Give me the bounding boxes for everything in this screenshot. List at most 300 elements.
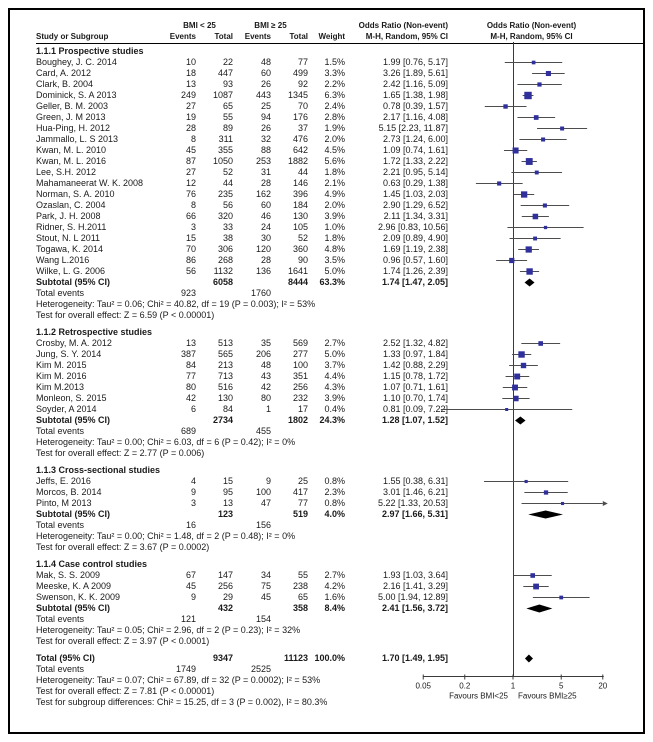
favours-right-label: Favours BMI≥25 xyxy=(518,691,577,701)
study-name: Stout, N. L 2011 xyxy=(36,233,101,243)
events-bmi-ge25: 25 xyxy=(260,101,271,111)
table-row xyxy=(10,244,643,255)
or-ci-text: 1.65 [1.38, 1.98] xyxy=(382,90,448,100)
table-row xyxy=(10,349,643,360)
study-name: Park, J. H. 2008 xyxy=(36,211,101,221)
events-bmi-lt25: 8 xyxy=(190,134,196,144)
events-bmi-ge25: 26 xyxy=(260,123,271,133)
table-row xyxy=(10,664,643,675)
table-row xyxy=(10,520,643,531)
events-bmi-lt25: 45 xyxy=(185,145,196,155)
events-bmi-ge25: 28 xyxy=(260,178,271,188)
or-ci-text: 2.21 [0.95, 5.14] xyxy=(382,167,448,177)
events-bmi-lt25: 42 xyxy=(185,393,196,403)
blank xyxy=(166,603,196,614)
weight: 1.9% xyxy=(324,123,345,133)
total-bmi-lt25: 6058 xyxy=(212,277,233,287)
col-events-lt25: Events xyxy=(169,32,196,41)
study-name: Dominick, S. A 2013 xyxy=(36,90,117,100)
or-ci-text: 2.52 [1.32, 4.82] xyxy=(382,338,448,348)
overall-effect-text: Test for overall effect: Z = 3.97 (P < 0.0001) xyxy=(36,636,210,646)
events-bmi-lt25: 13 xyxy=(185,338,196,348)
total-bmi-ge25: 130 xyxy=(292,211,308,221)
weight: 1.8% xyxy=(324,233,345,243)
total-bmi-ge25: 1641 xyxy=(287,266,308,276)
total-bmi-lt25: 713 xyxy=(217,371,233,381)
pooled-label: Subtotal (95% CI) xyxy=(36,415,111,425)
events-bmi-ge25: 31 xyxy=(260,167,271,177)
or-ci-text: 1.42 [0.88, 2.29] xyxy=(382,360,448,370)
overall-effect-text: Test for overall effect: Z = 6.59 (P < 0.00001) xyxy=(36,310,215,320)
or-ci-text: 1.70 [1.49, 1.95] xyxy=(381,653,448,663)
events-bmi-lt25: 12 xyxy=(185,178,196,188)
total-bmi-lt25: 1050 xyxy=(212,156,233,166)
table-row xyxy=(10,487,643,498)
total-bmi-ge25: 176 xyxy=(292,112,308,122)
events-bmi-lt25: 19 xyxy=(185,112,196,122)
total-bmi-ge25: 358 xyxy=(292,603,308,613)
events-bmi-ge25: 253 xyxy=(255,156,271,166)
events-bmi-lt25: 27 xyxy=(185,101,196,111)
study-name: Ozaslan, C. 2004 xyxy=(36,200,106,210)
blank xyxy=(166,277,196,288)
total-bmi-lt25: 55 xyxy=(222,112,233,122)
total-bmi-lt25: 355 xyxy=(217,145,233,155)
total-events-lt25: 121 xyxy=(180,614,196,624)
table-row xyxy=(10,101,643,112)
table-row xyxy=(10,266,643,277)
weight: 0.8% xyxy=(324,498,345,508)
events-bmi-ge25: 24 xyxy=(260,222,271,232)
weight: 4.9% xyxy=(324,189,345,199)
heterogeneity-text: Heterogeneity: Tau² = 0.00; Chi² = 1.48, df = 2 (P = 0.48); I² = 0% xyxy=(36,531,296,541)
or-ci-text: 1.99 [0.76, 5.17] xyxy=(382,57,448,67)
total-events-lt25: 923 xyxy=(180,288,196,298)
total-bmi-ge25: 569 xyxy=(292,338,308,348)
total-bmi-lt25: 56 xyxy=(222,200,233,210)
weight: 5.0% xyxy=(324,266,345,276)
events-bmi-lt25: 76 xyxy=(185,189,196,199)
weight: 5.0% xyxy=(324,349,345,359)
table-row xyxy=(10,559,643,570)
events-bmi-ge25: 45 xyxy=(260,592,271,602)
weight: 1.5% xyxy=(324,57,345,67)
table-row xyxy=(10,697,643,708)
table-row xyxy=(10,68,643,79)
events-bmi-ge25: 26 xyxy=(260,79,271,89)
total-events-ge25: 1760 xyxy=(250,288,271,298)
col-total-ge25: Total xyxy=(289,32,308,41)
blank xyxy=(196,614,233,625)
or-ci-text: 2.96 [0.83, 10.56] xyxy=(377,222,448,232)
weight: 3.5% xyxy=(324,255,345,265)
weight: 100.0% xyxy=(314,653,345,663)
events-bmi-lt25: 387 xyxy=(180,349,196,359)
plot-or-method: M-H, Random, 95% CI xyxy=(490,32,573,41)
table-row xyxy=(10,448,643,459)
pooled-label: Total (95% CI) xyxy=(36,653,95,663)
table-row xyxy=(10,189,643,200)
weight: 4.8% xyxy=(324,244,345,254)
or-ci-text: 0.78 [0.39, 1.57] xyxy=(382,101,448,111)
events-bmi-lt25: 3 xyxy=(190,498,196,508)
events-bmi-lt25: 15 xyxy=(185,233,196,243)
table-row xyxy=(10,338,643,349)
total-bmi-ge25: 499 xyxy=(292,68,308,78)
table-row xyxy=(10,675,643,686)
total-events-label: Total events xyxy=(36,664,85,674)
events-bmi-ge25: 100 xyxy=(255,487,271,497)
blank xyxy=(233,415,271,426)
study-name: Geller, B. M. 2003 xyxy=(36,101,109,111)
table-row xyxy=(10,426,643,437)
col-or-method: M-H, Random, 95% CI xyxy=(365,32,448,41)
weight: 3.9% xyxy=(324,211,345,221)
weight: 3.9% xyxy=(324,393,345,403)
total-bmi-lt25: 306 xyxy=(217,244,233,254)
table-row xyxy=(10,46,643,57)
events-bmi-ge25: 42 xyxy=(260,382,271,392)
total-bmi-ge25: 77 xyxy=(297,57,308,67)
total-bmi-ge25: 256 xyxy=(292,382,308,392)
total-bmi-ge25: 417 xyxy=(292,487,308,497)
plot-odds-ratio-title: Odds Ratio (Non-event) xyxy=(486,21,577,30)
blank xyxy=(196,288,233,299)
events-bmi-ge25: 80 xyxy=(260,393,271,403)
total-bmi-lt25: 256 xyxy=(217,581,233,591)
total-bmi-ge25: 184 xyxy=(292,200,308,210)
events-bmi-ge25: 35 xyxy=(260,338,271,348)
total-bmi-lt25: 93 xyxy=(222,79,233,89)
or-ci-text: 2.09 [0.89, 4.90] xyxy=(382,233,448,243)
total-events-label: Total events xyxy=(36,288,85,298)
events-bmi-ge25: 28 xyxy=(260,255,271,265)
weight: 2.1% xyxy=(324,178,345,188)
weight: 1.0% xyxy=(324,222,345,232)
events-bmi-lt25: 86 xyxy=(185,255,196,265)
events-bmi-lt25: 87 xyxy=(185,156,196,166)
weight: 2.3% xyxy=(324,487,345,497)
table-row xyxy=(10,310,643,321)
total-bmi-lt25: 95 xyxy=(222,487,233,497)
or-ci-text: 5.15 [2.23, 11.87] xyxy=(378,123,448,133)
events-bmi-ge25: 94 xyxy=(260,112,271,122)
or-ci-text: 1.10 [0.70, 1.74] xyxy=(382,393,448,403)
table-row xyxy=(10,167,643,178)
total-bmi-ge25: 52 xyxy=(297,233,308,243)
table-row xyxy=(10,636,643,647)
table-row xyxy=(10,178,643,189)
total-bmi-ge25: 44 xyxy=(297,167,308,177)
table-row xyxy=(10,222,643,233)
table-row xyxy=(10,581,643,592)
total-bmi-lt25: 130 xyxy=(217,393,233,403)
weight: 24.3% xyxy=(319,415,345,425)
study-name: Crosby, M. A. 2012 xyxy=(36,338,112,348)
total-bmi-lt25: 432 xyxy=(217,603,233,613)
total-bmi-lt25: 65 xyxy=(222,101,233,111)
total-bmi-ge25: 90 xyxy=(297,255,308,265)
or-ci-text: 1.09 [0.74, 1.61] xyxy=(382,145,448,155)
col-study-or-subgroup: Study or Subgroup xyxy=(36,32,109,41)
total-bmi-lt25: 89 xyxy=(222,123,233,133)
blank xyxy=(233,509,271,520)
total-bmi-ge25: 351 xyxy=(292,371,308,381)
total-bmi-ge25: 77 xyxy=(297,498,308,508)
total-bmi-ge25: 25 xyxy=(297,476,308,486)
total-bmi-lt25: 565 xyxy=(217,349,233,359)
events-bmi-ge25: 34 xyxy=(260,570,271,580)
weight: 4.3% xyxy=(324,382,345,392)
events-bmi-ge25: 43 xyxy=(260,371,271,381)
total-events-ge25: 455 xyxy=(255,426,271,436)
table-row xyxy=(10,90,643,101)
total-bmi-lt25: 29 xyxy=(222,592,233,602)
study-name: Swenson, K. K. 2009 xyxy=(36,592,121,602)
table-row xyxy=(10,112,643,123)
study-name: Wang L.2016 xyxy=(36,255,90,265)
axis-tick-label: 0.2 xyxy=(459,681,471,691)
or-ci-text: 2.41 [1.56, 3.72] xyxy=(381,603,448,613)
table-row xyxy=(10,498,643,509)
section-title: 1.1.2 Retrospective studies xyxy=(36,327,153,337)
blank xyxy=(233,277,271,288)
weight: 1.6% xyxy=(324,592,345,602)
col-group-bmi-ge25: BMI ≥ 25 xyxy=(254,21,287,30)
events-bmi-lt25: 67 xyxy=(185,570,196,580)
plot-frame xyxy=(8,8,645,734)
events-bmi-ge25: 47 xyxy=(260,498,271,508)
table-row xyxy=(10,145,643,156)
or-ci-text: 0.81 [0.09, 7.22] xyxy=(382,404,448,414)
total-bmi-ge25: 238 xyxy=(292,581,308,591)
total-events-ge25: 154 xyxy=(255,614,271,624)
total-bmi-lt25: 13 xyxy=(222,498,233,508)
table-row xyxy=(10,233,643,244)
weight: 4.5% xyxy=(324,145,345,155)
or-ci-text: 1.28 [1.07, 1.52] xyxy=(381,415,448,425)
study-name: Meeske, K. A 2009 xyxy=(36,581,112,591)
events-bmi-lt25: 4 xyxy=(190,476,196,486)
total-bmi-lt25: 15 xyxy=(222,476,233,486)
header-columns-row xyxy=(10,31,643,42)
or-ci-text: 3.26 [1.89, 5.61] xyxy=(382,68,448,78)
events-bmi-lt25: 56 xyxy=(185,266,196,276)
events-bmi-lt25: 6 xyxy=(190,404,196,414)
or-ci-text: 1.15 [0.78, 1.72] xyxy=(382,371,448,381)
events-bmi-lt25: 8 xyxy=(190,200,196,210)
weight: 0.4% xyxy=(324,404,345,414)
events-bmi-ge25: 206 xyxy=(255,349,271,359)
study-name: Jeffs, E. 2016 xyxy=(36,476,91,486)
total-events-ge25: 2525 xyxy=(250,664,271,674)
table-row xyxy=(10,404,643,415)
total-events-label: Total events xyxy=(36,614,85,624)
or-ci-text: 2.73 [1.24, 6.00] xyxy=(382,134,448,144)
events-bmi-ge25: 32 xyxy=(260,134,271,144)
total-bmi-ge25: 476 xyxy=(292,134,308,144)
total-bmi-ge25: 65 xyxy=(297,592,308,602)
weight: 4.2% xyxy=(324,581,345,591)
weight: 63.3% xyxy=(319,277,345,287)
pooled-label: Subtotal (95% CI) xyxy=(36,277,111,287)
total-bmi-lt25: 1087 xyxy=(212,90,233,100)
total-bmi-ge25: 11123 xyxy=(283,653,308,663)
events-bmi-lt25: 249 xyxy=(180,90,196,100)
blank xyxy=(166,415,196,426)
table-row xyxy=(10,211,643,222)
table-header xyxy=(10,20,643,44)
study-name: Pinto, M 2013 xyxy=(36,498,92,508)
total-bmi-lt25: 1132 xyxy=(213,266,233,276)
events-bmi-ge25: 60 xyxy=(260,68,271,78)
pooled-label: Subtotal (95% CI) xyxy=(36,603,111,613)
total-bmi-ge25: 519 xyxy=(292,509,308,519)
weight: 2.0% xyxy=(324,200,345,210)
overall-effect-text: Test for overall effect: Z = 3.67 (P = 0.0002) xyxy=(36,542,210,552)
total-bmi-ge25: 8444 xyxy=(287,277,308,287)
total-bmi-lt25: 123 xyxy=(217,509,233,519)
or-ci-text: 1.93 [1.03, 3.64] xyxy=(382,570,448,580)
study-name: Green, J. M 2013 xyxy=(36,112,106,122)
header-rule xyxy=(36,43,643,44)
table-row xyxy=(10,277,643,288)
blank xyxy=(233,603,271,614)
table-row xyxy=(10,603,643,614)
events-bmi-lt25: 28 xyxy=(185,123,196,133)
header-spacer xyxy=(10,20,166,31)
col-events-ge25: Events xyxy=(244,32,271,41)
table-row xyxy=(10,255,643,266)
table-row xyxy=(10,327,643,338)
table-row xyxy=(10,592,643,603)
blank xyxy=(196,520,233,531)
table-row xyxy=(10,360,643,371)
events-bmi-lt25: 45 xyxy=(185,581,196,591)
events-bmi-ge25: 162 xyxy=(255,189,271,199)
blank xyxy=(166,509,196,520)
overall-effect-text: Test for overall effect: Z = 2.77 (P = 0.006) xyxy=(36,448,205,458)
or-ci-text: 5.00 [1.94, 12.89] xyxy=(377,592,448,602)
table-row xyxy=(10,382,643,393)
events-bmi-ge25: 48 xyxy=(260,360,271,370)
events-bmi-lt25: 70 xyxy=(185,244,196,254)
total-events-ge25: 156 xyxy=(255,520,271,530)
events-bmi-lt25: 10 xyxy=(185,57,196,67)
total-bmi-lt25: 235 xyxy=(217,189,233,199)
events-bmi-ge25: 30 xyxy=(260,233,271,243)
table-row xyxy=(10,625,643,636)
study-name: Jung, S. Y. 2014 xyxy=(36,349,102,359)
study-name: Kwan, M. L. 2016 xyxy=(36,156,107,166)
study-name: Jammallo, L. S 2013 xyxy=(36,134,119,144)
weight: 6.3% xyxy=(324,90,345,100)
events-bmi-lt25: 18 xyxy=(185,68,196,78)
study-name: Soyder, A 2014 xyxy=(36,404,97,414)
total-bmi-lt25: 513 xyxy=(217,338,233,348)
col-total-lt25: Total xyxy=(214,32,233,41)
events-bmi-ge25: 136 xyxy=(255,266,271,276)
heterogeneity-text: Heterogeneity: Tau² = 0.00; Chi² = 6.03, df = 6 (P = 0.42); I² = 0% xyxy=(36,437,296,447)
or-ci-text: 2.90 [1.29, 6.52] xyxy=(382,200,448,210)
study-name: Morcos, B. 2014 xyxy=(36,487,102,497)
total-bmi-lt25: 311 xyxy=(218,134,233,144)
col-weight: Weight xyxy=(318,32,345,41)
table-row xyxy=(10,437,643,448)
section-title: 1.1.3 Cross-sectional studies xyxy=(36,465,161,475)
table-row xyxy=(10,531,643,542)
or-ci-text: 2.97 [1.66, 5.31] xyxy=(381,509,448,519)
axis-tick-label: 5 xyxy=(559,681,564,691)
total-bmi-lt25: 33 xyxy=(222,222,233,232)
total-bmi-ge25: 1882 xyxy=(287,156,308,166)
table-row xyxy=(10,156,643,167)
events-bmi-ge25: 88 xyxy=(260,145,271,155)
events-bmi-lt25: 66 xyxy=(185,211,196,221)
events-bmi-ge25: 46 xyxy=(260,211,271,221)
total-bmi-lt25: 44 xyxy=(222,178,233,188)
blank xyxy=(196,426,233,437)
total-bmi-lt25: 213 xyxy=(217,360,233,370)
table-row xyxy=(10,123,643,134)
total-events-lt25: 689 xyxy=(180,426,196,436)
total-bmi-lt25: 9347 xyxy=(212,653,233,663)
table-row xyxy=(10,686,643,697)
or-ci-text: 2.17 [1.16, 4.08] xyxy=(382,112,448,122)
or-ci-text: 1.55 [0.38, 6.31] xyxy=(382,476,448,486)
table-row xyxy=(10,653,643,664)
col-group-bmi-lt25: BMI < 25 xyxy=(183,21,216,30)
total-events-label: Total events xyxy=(36,426,85,436)
weight: 4.4% xyxy=(324,371,345,381)
total-bmi-ge25: 70 xyxy=(297,101,308,111)
table-row xyxy=(10,200,643,211)
events-bmi-ge25: 60 xyxy=(260,200,271,210)
weight: 3.7% xyxy=(324,360,345,370)
events-bmi-lt25: 77 xyxy=(185,371,196,381)
total-bmi-lt25: 320 xyxy=(217,211,233,221)
table-row xyxy=(10,371,643,382)
or-ci-text: 2.11 [1.34, 3.31] xyxy=(383,211,448,221)
total-bmi-ge25: 92 xyxy=(297,79,308,89)
or-ci-text: 5.22 [1.33, 20.53] xyxy=(377,498,448,508)
table-row xyxy=(10,393,643,404)
weight: 1.8% xyxy=(324,167,345,177)
col-odds-ratio-title: Odds Ratio (Non-event) xyxy=(358,21,448,30)
total-bmi-ge25: 100 xyxy=(292,360,308,370)
study-name: Card, A. 2012 xyxy=(36,68,92,78)
or-ci-text: 2.42 [1.16, 5.09] xyxy=(382,79,448,89)
overall-effect-text: Test for overall effect: Z = 7.81 (P < 0.00001) xyxy=(36,686,215,696)
total-events-lt25: 16 xyxy=(185,520,196,530)
table-row xyxy=(10,134,643,145)
axis-tick-label: 20 xyxy=(598,681,608,691)
table-row xyxy=(10,299,643,310)
total-bmi-ge25: 37 xyxy=(297,123,308,133)
table-row xyxy=(10,465,643,476)
events-bmi-ge25: 1 xyxy=(265,404,271,414)
study-name: Kim M. 2016 xyxy=(36,371,87,381)
total-bmi-ge25: 105 xyxy=(292,222,308,232)
study-name: Clark, B. 2004 xyxy=(36,79,94,89)
events-bmi-lt25: 84 xyxy=(185,360,196,370)
or-ci-text: 2.16 [1.41, 3.29] xyxy=(382,581,448,591)
or-ci-text: 1.07 [0.71, 1.61] xyxy=(382,382,448,392)
weight: 2.7% xyxy=(324,570,345,580)
or-ci-text: 1.74 [1.47, 2.05] xyxy=(381,277,448,287)
events-bmi-ge25: 443 xyxy=(255,90,271,100)
header-spacer xyxy=(308,20,345,31)
